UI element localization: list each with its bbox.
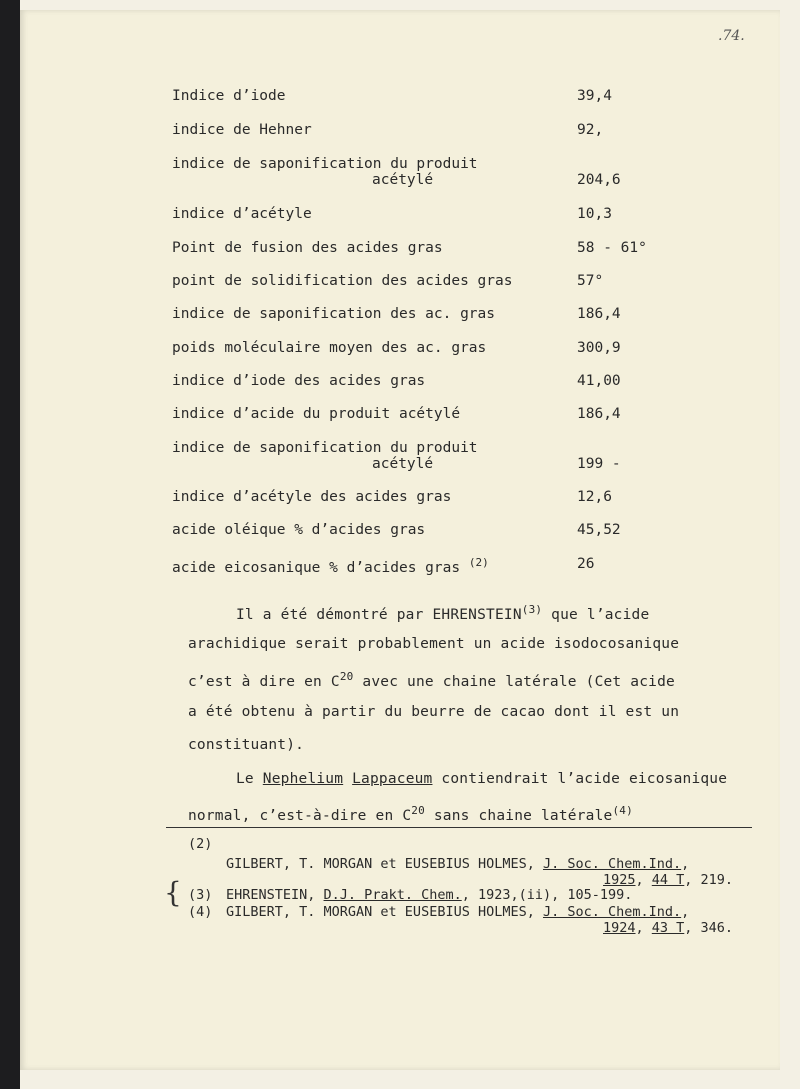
table-row-label: Indice d’iode — [172, 88, 286, 104]
table-row-label: indice de saponification du produit — [172, 440, 478, 456]
footnote-rule — [166, 827, 752, 828]
para1-line3: c’est à dire en $C^{20}$ avec une chaine latérale (Cet acide — [188, 670, 675, 690]
table-row-value: 45,52 — [577, 522, 621, 538]
page-number: .74. — [718, 28, 745, 44]
footnote-3-mark: (3) — [188, 887, 213, 903]
table-row-value: 10,3 — [577, 206, 612, 222]
para1-line1: Il a été démontré par EHRENSTEIN$^{(3)}$ que l’acide — [236, 603, 650, 623]
para1-line4: a été obtenu à partir du beurre de cacao dont il est un — [188, 704, 680, 720]
table-row-label: indice d’iode des acides gras — [172, 373, 426, 389]
table-row-label: indice d’acétyle — [172, 206, 312, 222]
table-row-value: 199 - — [577, 456, 621, 472]
table-row-value: 204,6 — [577, 172, 621, 188]
table-row-value: 58 - 61° — [577, 240, 647, 256]
table-row-value: 300,9 — [577, 340, 621, 356]
footnote-2-line2: 1925, 44 T, 219. — [603, 872, 734, 888]
table-row-label: indice de saponification du produit — [172, 156, 478, 172]
footnote-2-line1: GILBERT, T. MORGAN et EUSEBIUS HOLMES, J. Soc. Chem.Ind., — [226, 856, 690, 872]
para1-line5: constituant). — [188, 737, 305, 753]
binder-edge — [0, 0, 20, 1089]
table-row-label-continued: acétylé — [372, 456, 434, 472]
table-row-value: 186,4 — [577, 406, 621, 422]
table-row-label: acide eicosanique % d’acides gras $^{(2)}$ — [172, 556, 489, 576]
footnote-brace: { — [164, 876, 182, 909]
table-row-label: indice d’acide du produit acétylé — [172, 406, 461, 422]
table-row-value: 186,4 — [577, 306, 621, 322]
table-row-label: acide oléique % d’acides gras — [172, 522, 426, 538]
table-row-label: indice de Hehner — [172, 122, 312, 138]
table-row-label: point de solidification des acides gras — [172, 273, 513, 289]
footnote-3-line: EHRENSTEIN, D.J. Prakt. Chem., 1923,(ii), 105-199. — [226, 887, 633, 903]
table-row-value: 39,4 — [577, 88, 612, 104]
footnote-2-mark: (2) — [188, 836, 213, 852]
para1-line2: arachidique serait probablement un acide isodocosanique — [188, 636, 680, 652]
table-row-label: poids moléculaire moyen des ac. gras — [172, 340, 487, 356]
table-row-value: 92, — [577, 122, 604, 138]
table-row-label: indice d’acétyle des acides gras — [172, 489, 452, 505]
footnote-ref: (2) — [468, 556, 489, 569]
para2-line2: normal, c’est-à-dire en $C^{20}$ sans chaine latérale$^{(4)}$ — [188, 804, 633, 824]
table-row-label: indice de saponification des ac. gras — [172, 306, 496, 322]
table-row-value: 41,00 — [577, 373, 621, 389]
table-row-label: Point de fusion des acides gras — [172, 240, 443, 256]
table-row-value: 12,6 — [577, 489, 612, 505]
para2-line1: Le Nephelium Lappaceum contiendrait l’acide eicosanique — [236, 771, 728, 787]
table-row-value: 57° — [577, 273, 604, 289]
footnote-4-line1: GILBERT, T. MORGAN et EUSEBIUS HOLMES, J. Soc. Chem.Ind., — [226, 904, 690, 920]
footnote-4-line2: 1924, 43 T, 346. — [603, 920, 734, 936]
table-row-value: 26 — [577, 556, 595, 572]
table-row-label-continued: acétylé — [372, 172, 434, 188]
footnote-4-mark: (4) — [188, 904, 213, 920]
